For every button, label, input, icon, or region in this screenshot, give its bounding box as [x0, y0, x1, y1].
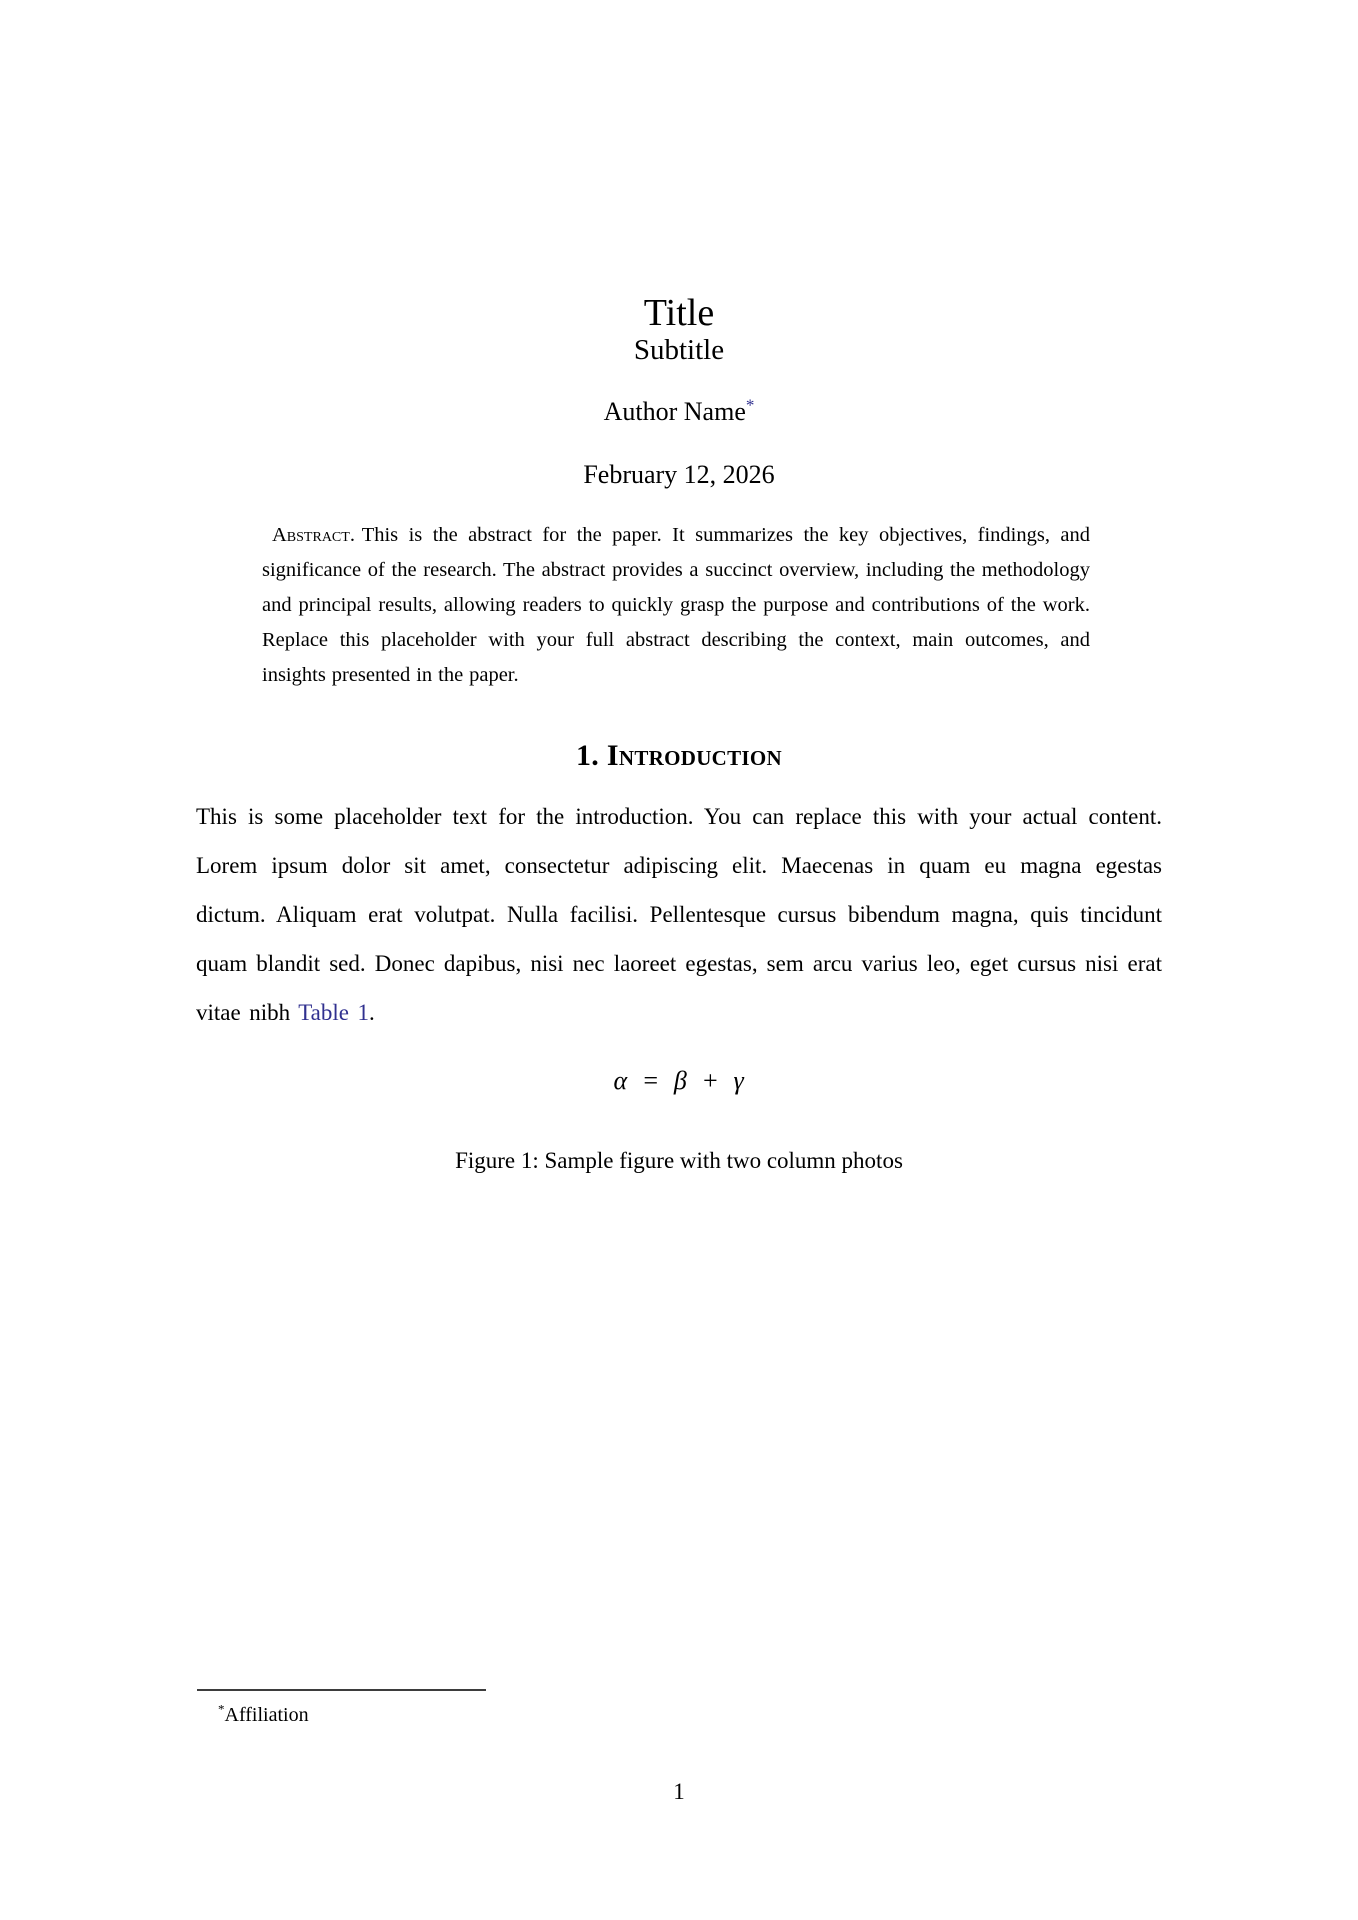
- introduction-paragraph: [196, 792, 1162, 1037]
- paper-title: Title: [643, 292, 715, 334]
- paper-date: February 12, 2026: [583, 460, 775, 489]
- abstract-label: Abstract.: [272, 524, 355, 546]
- abstract-body: This is the abstract for the paper. It summarizes the key objectives, findings, and significance of the research. The abstract provides a succinct overview, including the methodology and principal results, allowing readers to quickly grasp the purpose and contributions of the work. Replace this placeholder with your full abstract describing the context, main outcomes, and insights presented in the paper.: [262, 524, 1090, 686]
- footnote-text: Affiliation: [224, 1704, 309, 1726]
- paper-subtitle: Subtitle: [633, 334, 725, 366]
- abstract-paragraph: [262, 518, 1090, 693]
- footnote-rule: [197, 1689, 486, 1691]
- display-equation: α = β + γ: [613, 1066, 745, 1095]
- introduction-text: This is some placeholder text for the introduction. You can replace this with your actual content. Lorem ipsum dolor sit amet, consectetur adipiscing elit. Maecenas in quam eu magna egestas dictum. Aliquam erat volutpat. Nulla facilisi. Pellentesque cursus bibendum magna, quis tincidunt quam blandit sed. Donec dapibus, nisi nec laoreet egestas, sem arcu varius leo, eget cursus nisi erat vitae nibh: [196, 804, 1162, 1025]
- page-number: 1: [673, 1779, 685, 1804]
- section-heading-introduction: 1. Introduction: [575, 739, 783, 772]
- footnote-mark: *: [218, 1701, 225, 1717]
- table-1-link[interactable]: Table 1: [298, 1000, 369, 1025]
- author-name: Author Name: [603, 397, 746, 426]
- footnote-affiliation: [197, 1702, 1163, 1728]
- author-footnote-mark-link[interactable]: *: [745, 395, 755, 415]
- author-line: [0, 396, 1358, 428]
- figure-1-caption: Figure 1: Sample figure with two column photos: [455, 1148, 903, 1173]
- introduction-text-end: .: [368, 1000, 375, 1025]
